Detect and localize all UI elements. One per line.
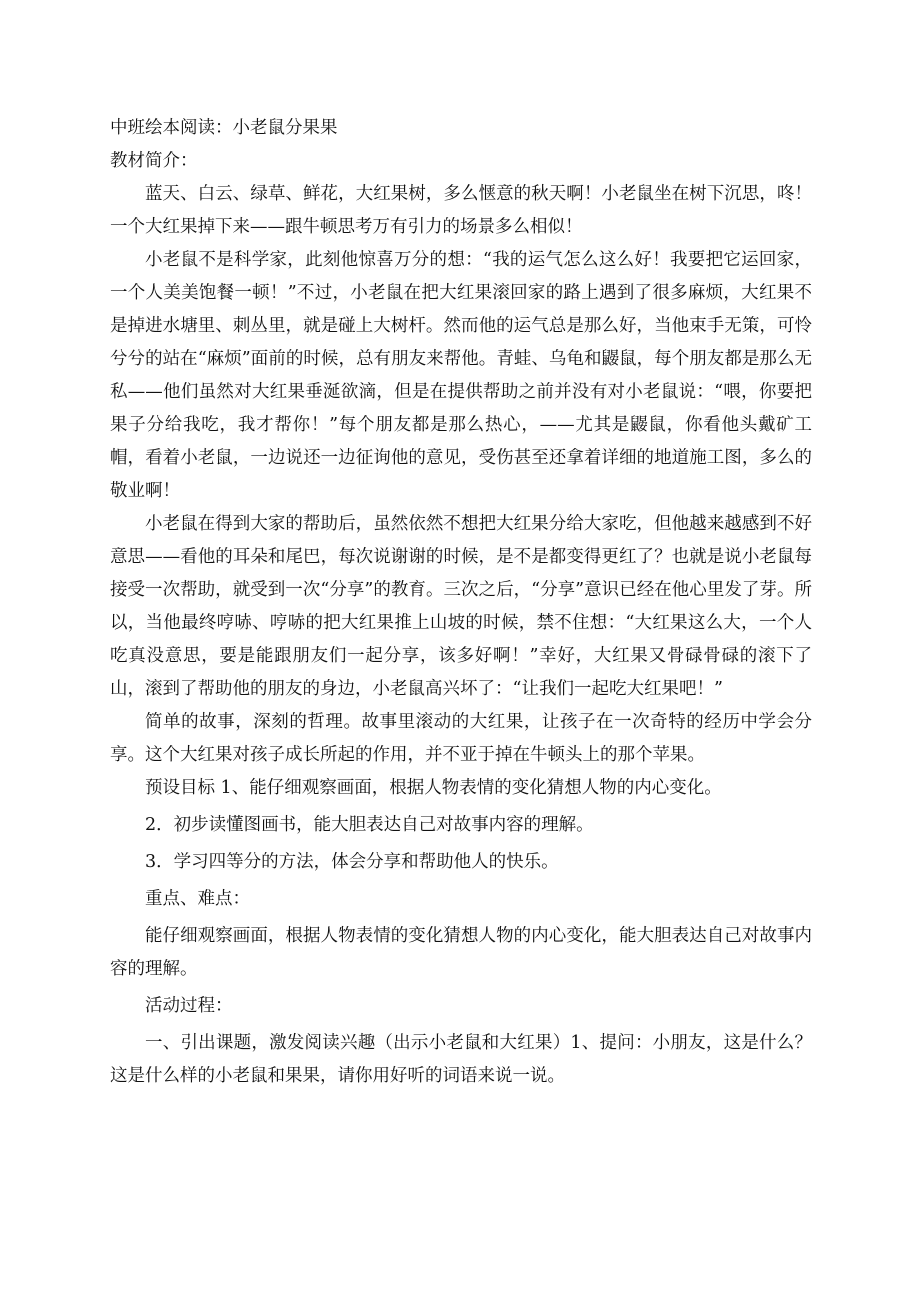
goal-item: 预设目标 1、能仔细观察画面，根据人物表情的变化猜想人物的内心变化。 xyxy=(145,778,722,798)
goal-item: 3．学习四等分的方法，体会分享和帮助他人的快乐。 xyxy=(145,852,559,872)
goal-item: 2．初步读懂图画书，能大胆表达自己对故事内容的理解。 xyxy=(145,815,594,835)
process-step: 一、引出课题，激发阅读兴趣（出示小老鼠和大红果）1、提问：小朋友，这是什么？这是什么样的小老鼠和果果，请你用好听的词语来说一说。 xyxy=(110,1033,812,1086)
intro-paragraph: 简单的故事，深刻的哲理。故事里滚动的大红果，让孩子在一次奇特的经历中学会分享。这个大红果对孩子成长所起的作用，并不亚于掉在牛顿头上的那个苹果。 xyxy=(110,712,812,765)
key-points-heading: 重点、难点： xyxy=(145,889,250,909)
document-body xyxy=(110,112,812,1093)
intro-paragraph: 小老鼠不是科学家，此刻他惊喜万分的想：“我的运气怎么这么好！我要把它运回家，一个人美美饱餐一顿！”不过，小老鼠在把大红果滚回家的路上遇到了很多麻烦，大红果不是掉进水塘里、刺丛里，就是碰上大树杆。然而他的运气总是那么好，当他束手无策，可怜兮兮的站在“麻烦”面前的时候，总有朋友来帮他。青蛙、乌龟和鼹鼠，每个朋友都是那么无私——他们虽然对大红果垂涎欲滴，但是在提供帮助之前并没有对小老鼠说：“喂，你要把果子分给我吃，我才帮你！”每个朋友都是那么热心，——尤其是鼹鼠，你看他头戴矿工帽，看着小老鼠，一边说还一边征询他的意见，受伤甚至还拿着详细的地道施工图，多么的敬业啊！ xyxy=(110,250,812,501)
process-heading: 活动过程： xyxy=(145,996,233,1016)
document-title: 中班绘本阅读：小老鼠分果果 xyxy=(110,118,338,138)
intro-paragraph: 小老鼠在得到大家的帮助后，虽然依然不想把大红果分给大家吃，但他越来越感到不好意思——看他的耳朵和尾巴，每次说谢谢的时候，是不是都变得更红了？也就是说小老鼠每接受一次帮助，就受到一次“分享”的教育。三次之后，“分享”意识已经在他心里发了芽。所以，当他最终哼哧、哼哧的把大红果推上山坡的时候，禁不住想：“大红果这么大，一个人吃真没意思，要是能跟朋友们一起分享，该多好啊！”幸好，大红果又骨碌骨碌的滚下了山，滚到了帮助他的朋友的身边，小老鼠高兴坏了：“让我们一起吃大红果吧！” xyxy=(110,514,812,699)
key-points-text: 能仔细观察画面，根据人物表情的变化猜想人物的内心变化，能大胆表达自己对故事内容的理解。 xyxy=(110,926,812,979)
intro-paragraph: 蓝天、白云、绿草、鲜花，大红果树，多么惬意的秋天啊！小老鼠坐在树下沉思，咚！一个大红果掉下来——跟牛顿思考万有引力的场景多么相似！ xyxy=(110,184,812,237)
intro-heading: 教材简介： xyxy=(110,151,198,171)
